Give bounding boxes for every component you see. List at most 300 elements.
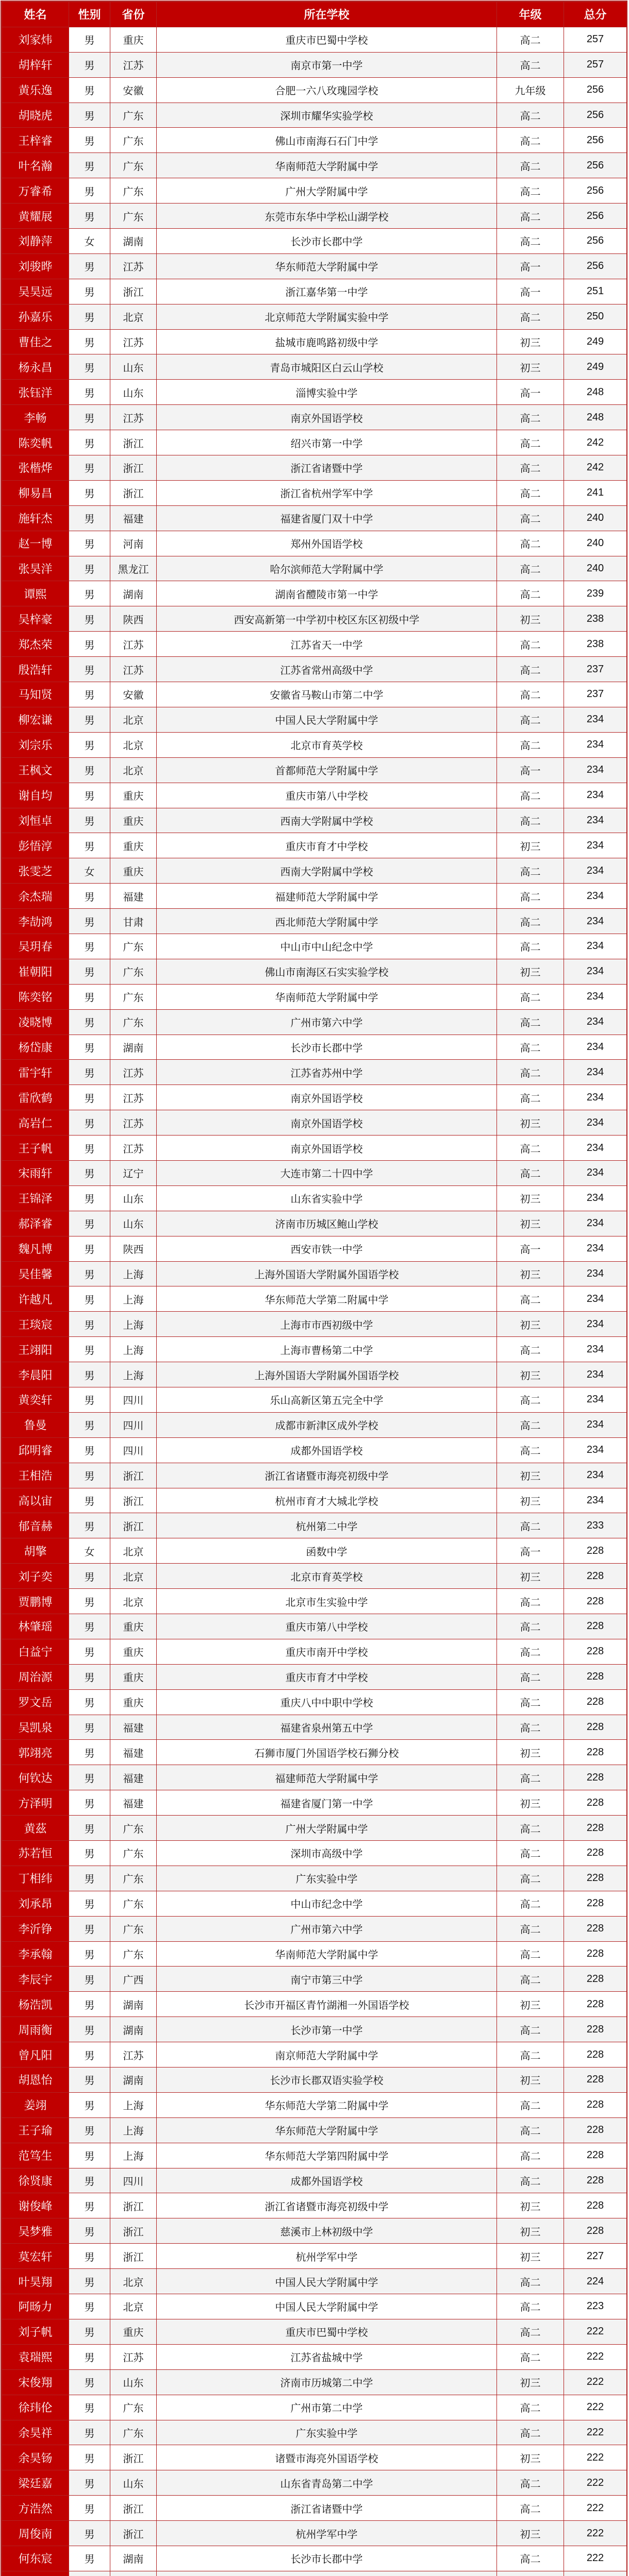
cell-province: 重庆 xyxy=(110,833,157,858)
cell-name: 郝泽睿 xyxy=(2,1211,69,1236)
cell-gender: 男 xyxy=(69,1689,110,1715)
cell-gender: 男 xyxy=(69,103,110,128)
cell-province: 福建 xyxy=(110,1740,157,1765)
cell-gender: 男 xyxy=(69,27,110,52)
cell-school: 广东实验中学 xyxy=(157,2420,497,2445)
table-row xyxy=(2,455,627,481)
table-row xyxy=(2,1841,627,1866)
cell-province: 浙江 xyxy=(110,430,157,455)
cell-gender: 男 xyxy=(69,1866,110,1891)
cell-school: 首都师范大学附属中学 xyxy=(157,757,497,783)
cell-name: 何钦达 xyxy=(2,1765,69,1790)
cell-name: 孙嘉乐 xyxy=(2,304,69,329)
cell-province: 广东 xyxy=(110,959,157,984)
cell-name: 雷宇轩 xyxy=(2,1060,69,1085)
cell-name: 邱明睿 xyxy=(2,1437,69,1463)
cell-province: 黑龙江 xyxy=(110,556,157,581)
cell-province: 陕西 xyxy=(110,1236,157,1261)
cell-score: 234 xyxy=(564,934,627,959)
cell-grade: 高二 xyxy=(497,909,564,934)
cell-name: 刘承昂 xyxy=(2,1891,69,1916)
table-row xyxy=(2,329,627,354)
cell-province: 广东 xyxy=(110,1841,157,1866)
cell-name: 陈奕帆 xyxy=(2,430,69,455)
cell-province: 江苏 xyxy=(110,1110,157,1136)
cell-province: 江苏 xyxy=(110,632,157,657)
cell-score: 228 xyxy=(564,1967,627,1992)
cell-gender: 男 xyxy=(69,1992,110,2017)
cell-score: 228 xyxy=(564,1941,627,1967)
cell-school: 杭州市育才大城北学校 xyxy=(157,1488,497,1513)
cell-score: 234 xyxy=(564,1085,627,1110)
cell-name: 黄乐逸 xyxy=(2,77,69,103)
cell-score: 222 xyxy=(564,2344,627,2369)
cell-grade: 初三 xyxy=(497,1740,564,1765)
cell-school: 重庆八中中职中学校 xyxy=(157,1689,497,1715)
table-row xyxy=(2,2294,627,2319)
cell-province: 辽宁 xyxy=(110,1160,157,1185)
cell-grade: 高二 xyxy=(497,1916,564,1941)
cell-gender: 男 xyxy=(69,2294,110,2319)
cell-gender: 男 xyxy=(69,204,110,229)
cell-grade: 初三 xyxy=(497,354,564,380)
cell-grade: 高二 xyxy=(497,1085,564,1110)
cell-grade: 高二 xyxy=(497,632,564,657)
cell-gender: 男 xyxy=(69,757,110,783)
cell-grade: 高一 xyxy=(497,1538,564,1564)
cell-gender: 男 xyxy=(69,531,110,556)
cell-name: 魏凡博 xyxy=(2,1236,69,1261)
cell-school: 大连市第二十四中学 xyxy=(157,1160,497,1185)
table-row xyxy=(2,1639,627,1664)
cell-school: 西南大学附属中学校 xyxy=(157,808,497,833)
table-row xyxy=(2,2117,627,2143)
cell-province: 北京 xyxy=(110,1589,157,1614)
cell-province: 甘肃 xyxy=(110,909,157,934)
cell-score: 234 xyxy=(564,1160,627,1185)
cell-grade: 初三 xyxy=(497,1312,564,1337)
table-row xyxy=(2,1085,627,1110)
cell-province: 广西 xyxy=(110,1967,157,1992)
cell-grade: 高二 xyxy=(497,1866,564,1891)
cell-grade: 高二 xyxy=(497,2294,564,2319)
cell-score: 228 xyxy=(564,1664,627,1689)
cell-grade: 高二 xyxy=(497,1816,564,1841)
cell-province: 湖南 xyxy=(110,2546,157,2571)
cell-name: 贾鹏博 xyxy=(2,1589,69,1614)
table-row xyxy=(2,1614,627,1639)
cell-score: 240 xyxy=(564,531,627,556)
cell-grade: 初三 xyxy=(497,2067,564,2093)
cell-score: 222 xyxy=(564,2445,627,2470)
cell-name: 刘子帆 xyxy=(2,2319,69,2344)
cell-school: 中国人民大学附属中学 xyxy=(157,707,497,732)
cell-school: 江苏省天一中学 xyxy=(157,632,497,657)
cell-province: 江苏 xyxy=(110,2042,157,2067)
cell-score: 228 xyxy=(564,2218,627,2244)
cell-school: 上海外国语大学附属外国语学校 xyxy=(157,1261,497,1286)
cell-gender: 男 xyxy=(69,2193,110,2218)
cell-gender: 男 xyxy=(69,128,110,153)
cell-score: 228 xyxy=(564,1564,627,1589)
cell-score: 234 xyxy=(564,884,627,909)
cell-gender: 男 xyxy=(69,2344,110,2369)
table-row xyxy=(2,2319,627,2344)
cell-name: 高岩仁 xyxy=(2,1110,69,1136)
cell-score: 256 xyxy=(564,153,627,178)
cell-name: 殷浩轩 xyxy=(2,657,69,682)
cell-province: 江苏 xyxy=(110,405,157,430)
cell-name: 王琰宸 xyxy=(2,1312,69,1337)
column-header-grade: 年级 xyxy=(497,2,564,27)
cell-province: 福建 xyxy=(110,1715,157,1740)
cell-province: 福建 xyxy=(110,1765,157,1790)
cell-name: 王翊阳 xyxy=(2,1337,69,1362)
cell-province: 浙江 xyxy=(110,2496,157,2521)
table-row xyxy=(2,531,627,556)
cell-gender: 男 xyxy=(69,1437,110,1463)
table-row xyxy=(2,2042,627,2067)
table-row xyxy=(2,1967,627,1992)
cell-province: 福建 xyxy=(110,505,157,531)
cell-gender: 男 xyxy=(69,1337,110,1362)
table-row xyxy=(2,1312,627,1337)
cell-score: 222 xyxy=(564,2546,627,2571)
cell-province: 山东 xyxy=(110,354,157,380)
cell-score: 234 xyxy=(564,1185,627,1211)
cell-school xyxy=(157,2571,497,2576)
cell-school: 成都外国语学校 xyxy=(157,2168,497,2193)
cell-province: 山东 xyxy=(110,1185,157,1211)
cell-grade: 高二 xyxy=(497,2319,564,2344)
cell-name: 崔朝阳 xyxy=(2,959,69,984)
column-header-score: 总分 xyxy=(564,2,627,27)
table-row xyxy=(2,2521,627,2546)
cell-name: 鲁曼 xyxy=(2,1412,69,1437)
cell-school: 南宁市第三中学 xyxy=(157,1967,497,1992)
cell-score: 223 xyxy=(564,2294,627,2319)
cell-grade: 高二 xyxy=(497,1136,564,1161)
cell-name: 叶名瀚 xyxy=(2,153,69,178)
cell-grade xyxy=(497,2571,564,2576)
cell-score: 228 xyxy=(564,1740,627,1765)
cell-score: 234 xyxy=(564,1261,627,1286)
cell-province: 广东 xyxy=(110,204,157,229)
cell-grade: 初三 xyxy=(497,2218,564,2244)
cell-province: 广东 xyxy=(110,984,157,1009)
table-row xyxy=(2,229,627,254)
cell-school: 上海市市西初级中学 xyxy=(157,1312,497,1337)
cell-score: 222 xyxy=(564,2496,627,2521)
table-row xyxy=(2,1564,627,1589)
cell-name: 莫宏轩 xyxy=(2,2244,69,2269)
cell-name: 王枫文 xyxy=(2,757,69,783)
cell-school: 广州市第六中学 xyxy=(157,1009,497,1035)
cell-gender: 男 xyxy=(69,253,110,279)
cell-province: 江苏 xyxy=(110,1060,157,1085)
cell-gender xyxy=(69,2571,110,2576)
cell-province: 四川 xyxy=(110,2168,157,2193)
cell-gender: 男 xyxy=(69,1841,110,1866)
cell-gender: 男 xyxy=(69,380,110,405)
cell-name: 刘恒卓 xyxy=(2,808,69,833)
cell-name: 刘骏晔 xyxy=(2,253,69,279)
score-table xyxy=(2,2,627,2576)
cell-gender: 男 xyxy=(69,657,110,682)
cell-school: 浙江省诸暨市海亮初级中学 xyxy=(157,2193,497,2218)
table-row xyxy=(2,2420,627,2445)
cell-school: 济南市历城第二中学 xyxy=(157,2369,497,2395)
table-header-row xyxy=(2,2,627,27)
cell-grade: 高二 xyxy=(497,1891,564,1916)
cell-score: 251 xyxy=(564,279,627,304)
cell-gender: 男 xyxy=(69,1715,110,1740)
cell-school: 华东师范大学附属中学 xyxy=(157,253,497,279)
cell-school: 佛山市南海区石实实验学校 xyxy=(157,959,497,984)
column-header-school: 所在学校 xyxy=(157,2,497,27)
table-row xyxy=(2,253,627,279)
cell-gender: 男 xyxy=(69,783,110,808)
cell-grade: 高二 xyxy=(497,1009,564,1035)
cell-score: 228 xyxy=(564,1992,627,2017)
cell-province: 上海 xyxy=(110,1261,157,1286)
cell-gender: 男 xyxy=(69,1816,110,1841)
cell-school: 福建师范大学附属中学 xyxy=(157,884,497,909)
table-row xyxy=(2,606,627,632)
cell-province: 北京 xyxy=(110,732,157,757)
table-row xyxy=(2,1689,627,1715)
table-row xyxy=(2,128,627,153)
cell-grade: 高二 xyxy=(497,2042,564,2067)
table-row xyxy=(2,2168,627,2193)
cell-grade: 高二 xyxy=(497,884,564,909)
cell-province: 北京 xyxy=(110,707,157,732)
cell-score: 242 xyxy=(564,430,627,455)
cell-gender: 男 xyxy=(69,2244,110,2269)
cell-score: 234 xyxy=(564,732,627,757)
cell-gender: 男 xyxy=(69,682,110,707)
cell-name: 杨岱康 xyxy=(2,1035,69,1060)
cell-province: 北京 xyxy=(110,1564,157,1589)
cell-score: 234 xyxy=(564,757,627,783)
cell-grade: 高二 xyxy=(497,1689,564,1715)
cell-score: 222 xyxy=(564,2369,627,2395)
cell-name: 姜翊 xyxy=(2,2092,69,2117)
cell-name: 宋雨轩 xyxy=(2,1160,69,1185)
cell-school: 北京师范大学附属实验中学 xyxy=(157,304,497,329)
cell-gender: 男 xyxy=(69,1136,110,1161)
cell-grade: 高二 xyxy=(497,2092,564,2117)
cell-school: 青岛市城阳区白云山学校 xyxy=(157,354,497,380)
table-row xyxy=(2,858,627,884)
cell-name: 高以宙 xyxy=(2,1488,69,1513)
cell-province: 浙江 xyxy=(110,1488,157,1513)
cell-province: 广东 xyxy=(110,153,157,178)
cell-school: 重庆市巴蜀中学校 xyxy=(157,27,497,52)
cell-grade: 高二 xyxy=(497,1941,564,1967)
cell-grade: 初三 xyxy=(497,2369,564,2395)
cell-grade: 初三 xyxy=(497,1488,564,1513)
table-row xyxy=(2,707,627,732)
cell-school: 石狮市厦门外国语学校石狮分校 xyxy=(157,1740,497,1765)
cell-school: 重庆市第八中学校 xyxy=(157,783,497,808)
cell-name: 杨永昌 xyxy=(2,354,69,380)
cell-gender: 男 xyxy=(69,1387,110,1412)
cell-school: 北京市育英学校 xyxy=(157,1564,497,1589)
cell-gender: 男 xyxy=(69,732,110,757)
cell-province: 北京 xyxy=(110,757,157,783)
cell-score: 234 xyxy=(564,1136,627,1161)
cell-grade: 高二 xyxy=(497,682,564,707)
table-row xyxy=(2,2369,627,2395)
table-row xyxy=(2,1941,627,1967)
cell-school: 南京外国语学校 xyxy=(157,405,497,430)
cell-grade: 初三 xyxy=(497,1790,564,1816)
cell-name: 余昊钖 xyxy=(2,2445,69,2470)
cell-school: 安徽省马鞍山市第二中学 xyxy=(157,682,497,707)
cell-score: 249 xyxy=(564,354,627,380)
cell-school: 南京外国语学校 xyxy=(157,1136,497,1161)
cell-score: 234 xyxy=(564,783,627,808)
table-row xyxy=(2,2092,627,2117)
cell-score: 228 xyxy=(564,2117,627,2143)
cell-grade: 高二 xyxy=(497,657,564,682)
cell-grade: 高二 xyxy=(497,1614,564,1639)
cell-province: 浙江 xyxy=(110,2521,157,2546)
cell-gender: 男 xyxy=(69,1916,110,1941)
cell-province: 陕西 xyxy=(110,606,157,632)
cell-gender: 男 xyxy=(69,2143,110,2168)
table-row xyxy=(2,77,627,103)
cell-province: 福建 xyxy=(110,1790,157,1816)
cell-province: 重庆 xyxy=(110,808,157,833)
cell-gender: 男 xyxy=(69,2521,110,2546)
table-row xyxy=(2,1463,627,1488)
cell-school: 湖南省醴陵市第一中学 xyxy=(157,581,497,606)
cell-school: 成都外国语学校 xyxy=(157,1437,497,1463)
cell-name: 方泽明 xyxy=(2,1790,69,1816)
cell-province: 江苏 xyxy=(110,253,157,279)
cell-name: 马知贤 xyxy=(2,682,69,707)
cell-score xyxy=(564,2571,627,2576)
cell-name: 周俊南 xyxy=(2,2521,69,2546)
cell-grade: 高二 xyxy=(497,1589,564,1614)
cell-province: 湖南 xyxy=(110,229,157,254)
cell-school: 浙江省诸暨中学 xyxy=(157,2496,497,2521)
cell-school: 南京外国语学校 xyxy=(157,1085,497,1110)
cell-grade: 高二 xyxy=(497,2420,564,2445)
cell-name xyxy=(2,2571,69,2576)
cell-gender: 男 xyxy=(69,77,110,103)
cell-school: 华南师范大学附属中学 xyxy=(157,984,497,1009)
cell-gender: 男 xyxy=(69,480,110,505)
table-row xyxy=(2,1664,627,1689)
cell-score: 249 xyxy=(564,329,627,354)
cell-name: 郭翊亮 xyxy=(2,1740,69,1765)
cell-province: 江苏 xyxy=(110,2344,157,2369)
cell-name: 胡梓轩 xyxy=(2,52,69,77)
cell-name: 黄耀展 xyxy=(2,204,69,229)
cell-school: 福建省厦门第一中学 xyxy=(157,1790,497,1816)
cell-name: 周雨衡 xyxy=(2,2017,69,2042)
cell-grade: 高二 xyxy=(497,1967,564,1992)
table-row xyxy=(2,1765,627,1790)
cell-name: 彭悟淳 xyxy=(2,833,69,858)
cell-gender: 男 xyxy=(69,1790,110,1816)
cell-grade: 高二 xyxy=(497,984,564,1009)
cell-school: 深圳市高级中学 xyxy=(157,1841,497,1866)
cell-school: 上海外国语大学附属外国语学校 xyxy=(157,1362,497,1387)
cell-gender: 男 xyxy=(69,2420,110,2445)
column-header-province: 省份 xyxy=(110,2,157,27)
cell-score: 228 xyxy=(564,1916,627,1941)
table-row xyxy=(2,52,627,77)
cell-grade: 高二 xyxy=(497,128,564,153)
cell-grade: 初三 xyxy=(497,1362,564,1387)
cell-school: 华东师范大学第四附属中学 xyxy=(157,2143,497,2168)
cell-score: 237 xyxy=(564,682,627,707)
cell-gender: 女 xyxy=(69,858,110,884)
cell-name: 许越凡 xyxy=(2,1286,69,1312)
cell-name: 张昊洋 xyxy=(2,556,69,581)
table-row xyxy=(2,1286,627,1312)
cell-gender: 男 xyxy=(69,2168,110,2193)
cell-gender: 男 xyxy=(69,808,110,833)
cell-grade: 高二 xyxy=(497,1437,564,1463)
cell-score: 234 xyxy=(564,1463,627,1488)
cell-name: 宋俊翔 xyxy=(2,2369,69,2395)
cell-grade: 高二 xyxy=(497,52,564,77)
table-row xyxy=(2,1236,627,1261)
cell-school: 诸暨市海亮外国语学校 xyxy=(157,2445,497,2470)
cell-school: 广州市第六中学 xyxy=(157,1916,497,1941)
cell-gender: 男 xyxy=(69,430,110,455)
cell-score: 228 xyxy=(564,1538,627,1564)
cell-gender: 男 xyxy=(69,354,110,380)
cell-gender: 男 xyxy=(69,1639,110,1664)
cell-school: 函数中学 xyxy=(157,1538,497,1564)
cell-score: 228 xyxy=(564,1715,627,1740)
cell-province: 安徽 xyxy=(110,682,157,707)
table-row xyxy=(2,1916,627,1941)
cell-score: 228 xyxy=(564,1866,627,1891)
cell-score: 234 xyxy=(564,959,627,984)
cell-score: 233 xyxy=(564,1513,627,1538)
cell-province: 广东 xyxy=(110,178,157,204)
cell-school: 西安市铁一中学 xyxy=(157,1236,497,1261)
cell-gender: 男 xyxy=(69,909,110,934)
cell-province: 江苏 xyxy=(110,1136,157,1161)
cell-grade: 高二 xyxy=(497,783,564,808)
cell-score: 241 xyxy=(564,480,627,505)
cell-school: 华东师范大学第二附属中学 xyxy=(157,2092,497,2117)
cell-province: 重庆 xyxy=(110,1639,157,1664)
cell-school: 上海市曹杨第二中学 xyxy=(157,1337,497,1362)
cell-grade: 高二 xyxy=(497,2269,564,2294)
cell-grade: 高二 xyxy=(497,2496,564,2521)
cell-score: 240 xyxy=(564,556,627,581)
cell-province: 重庆 xyxy=(110,858,157,884)
cell-score: 234 xyxy=(564,1362,627,1387)
table-row xyxy=(2,1136,627,1161)
cell-gender: 男 xyxy=(69,1488,110,1513)
cell-score: 256 xyxy=(564,204,627,229)
cell-score: 228 xyxy=(564,2092,627,2117)
cell-name: 李畅 xyxy=(2,405,69,430)
cell-school: 南京师范大学附属中学 xyxy=(157,2042,497,2067)
cell-gender: 男 xyxy=(69,1185,110,1211)
table-row xyxy=(2,783,627,808)
